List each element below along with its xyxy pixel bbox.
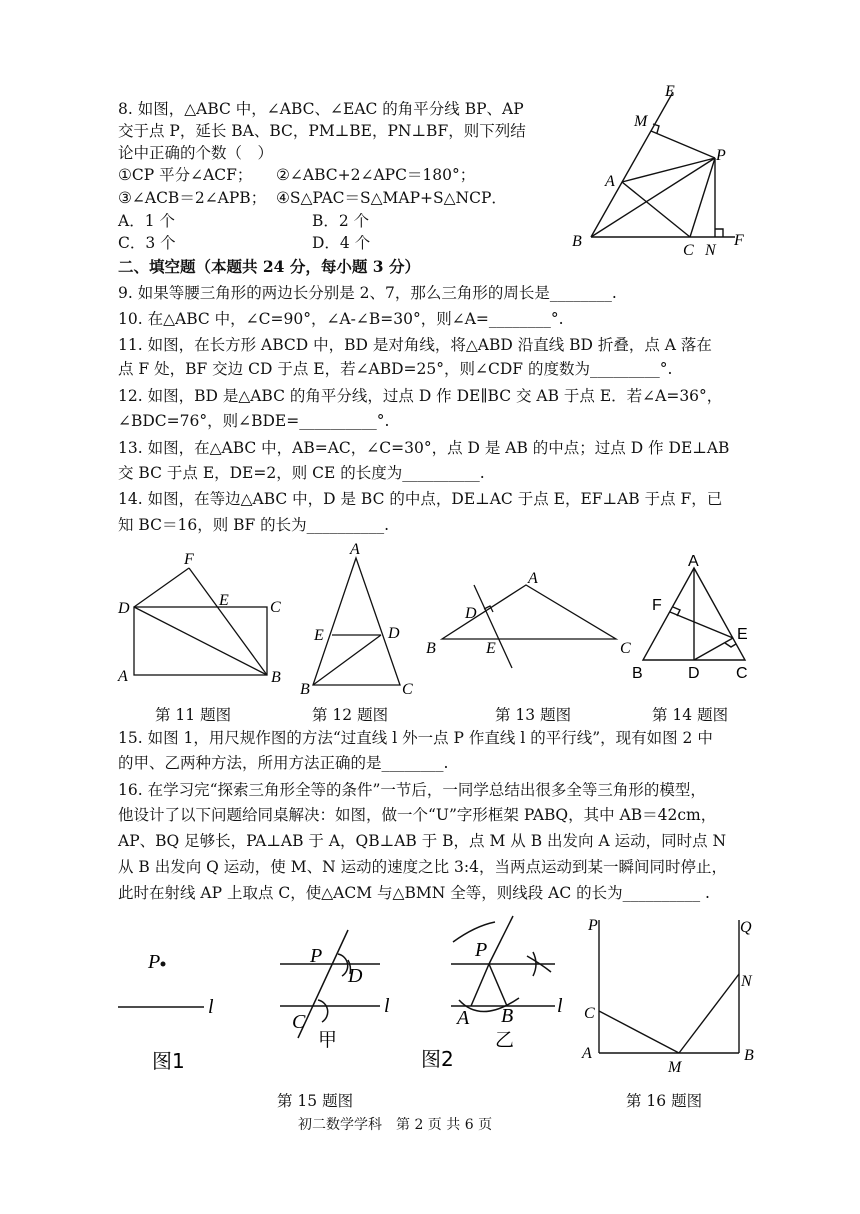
q11-label-d: D [118, 600, 130, 617]
q11-label-a: A [118, 668, 128, 685]
q11-label-f: F [184, 551, 194, 568]
q13-line1: 13. 如图，在△ABC 中，AB=AC，∠C=30°，点 D 是 AB 的中点；过点 D 作 DE⊥AB [118, 439, 730, 457]
yi-label-p: P [475, 939, 488, 961]
q14-line2: 知 BC＝16，则 BF 的长为__________. [118, 516, 390, 534]
q15-figure-1 [116, 940, 226, 1073]
jia-label-l: l [384, 995, 390, 1017]
yi-label-a: A [457, 1007, 470, 1029]
q14-figure [628, 550, 758, 685]
q13-label-b: B [426, 640, 436, 657]
q9-text: 9. 如果等腰三角形的两边长分别是 2、7，那么三角形的周长是________. [118, 284, 617, 302]
q14-label-b: B [632, 665, 643, 682]
q12-line2: ∠BDC=76°，则∠BDE=__________°. [118, 412, 390, 430]
jia-label-c: C [292, 1011, 306, 1033]
q8-label-a: A [605, 173, 615, 190]
q8-statement-4: ④S△PAC＝S△MAP+S△NCP． [276, 189, 507, 207]
q14-label-f: F [652, 597, 662, 614]
page-footer: 初二数学学科 第 2 页 共 6 页 [298, 1117, 493, 1133]
q8-statement-2: ②∠ABC+2∠APC＝180°； [276, 166, 476, 184]
q12-figure [296, 538, 426, 698]
q11-label-c: C [270, 599, 281, 616]
caption-q13: 第 13 题图 [495, 706, 572, 724]
q16-label-q: Q [740, 919, 752, 936]
q16-line3: AP、BQ 足够长，PA⊥AB 于 A，QB⊥AB 于 B，点 M 从 B 出发向 A 运动，同时点 N [118, 832, 727, 850]
q16-label-a: A [582, 1045, 592, 1062]
q8-figure [560, 83, 760, 263]
q16-figure [578, 910, 768, 1075]
q11-line2: 点 F 处，BF 交边 CD 于点 E，若∠ABD=25°，则∠CDF 的度数为_________°. [118, 360, 673, 378]
q16-label-n: N [741, 973, 752, 990]
q8-statement-3: ③∠ACB＝2∠APB； [118, 189, 267, 207]
q12-label-d: D [388, 625, 400, 642]
q13-line2: 交 BC 于点 E，DE=2，则 CE 的长度为__________. [118, 464, 485, 482]
q8-option-d: D．4 个 [312, 234, 371, 252]
q8-label-m: M [634, 113, 648, 130]
yi-caption: 乙 [495, 1029, 515, 1051]
caption-q12: 第 12 题图 [312, 706, 389, 724]
q14-label-d: D [688, 665, 700, 682]
q8-label-c: C [683, 242, 694, 259]
q8-label-e: E [665, 83, 675, 100]
q13-label-a: A [528, 570, 538, 587]
q14-label-c: C [736, 665, 748, 682]
fig1-label-l: l [208, 996, 214, 1018]
q8-option-c: C．3 个 [118, 234, 176, 252]
q16-label-m: M [668, 1059, 682, 1076]
q8-label-b: B [572, 233, 582, 250]
caption-q15: 第 15 题图 [277, 1092, 354, 1110]
jia-caption: 甲 [318, 1029, 338, 1051]
section-heading-fill-in: 二、填空题（本题共 24 分，每小题 3 分） [118, 257, 420, 276]
q8-line3: 论中正确的个数（ ） [118, 144, 274, 162]
q8-label-n: N [705, 242, 716, 259]
jia-label-p: P [310, 945, 323, 967]
q16-label-p: P [588, 917, 598, 934]
q16-line2: 他设计了以下问题给同桌解决：如图，做一个“U”字形框架 PABQ，其中 AB＝42cm， [118, 806, 717, 824]
q16-label-b: B [744, 1047, 754, 1064]
q11-label-e: E [219, 592, 229, 609]
q14-label-e: E [737, 626, 748, 643]
yi-label-b: B [501, 1005, 514, 1027]
q8-statement-1: ①CP 平分∠ACF； [118, 166, 253, 184]
q15-line2: 的甲、乙两种方法，所用方法正确的是________. [118, 754, 449, 772]
q10-text: 10. 在△ABC 中，∠C=90°，∠A-∠B=30°，则∠A=________°. [118, 310, 564, 328]
q14-label-a: A [688, 553, 699, 570]
fig2-caption: 图2 [421, 1047, 454, 1071]
q8-label-p: P [716, 147, 726, 164]
q8-option-a: A．1 个 [118, 212, 175, 230]
q15-figure-jia [270, 920, 410, 1050]
caption-q16: 第 16 题图 [626, 1092, 703, 1110]
q11-line1: 11. 如图，在长方形 ABCD 中，BD 是对角线，将△ABD 沿直线 BD 折叠，点 A 落在 [118, 336, 712, 354]
jia-label-d: D [348, 965, 363, 987]
q16-line1: 16. 在学习完“探索三角形全等的条件”一节后，一同学总结出很多全等三角形的模型， [118, 781, 706, 799]
q12-label-b: B [300, 681, 310, 698]
q12-label-c: C [402, 681, 413, 698]
q13-label-c: C [620, 640, 631, 657]
q8-label-f: F [734, 232, 744, 249]
q13-label-e: E [486, 640, 496, 657]
q11-label-b: B [271, 669, 281, 686]
q15-figure-yi [415, 912, 575, 1084]
caption-q11: 第 11 题图 [155, 706, 232, 724]
q8-option-b: B．2 个 [312, 212, 370, 230]
caption-q14: 第 14 题图 [652, 706, 729, 724]
q13-figure [424, 565, 644, 675]
fig1-caption: 图1 [152, 1049, 185, 1073]
q8-line1: 8. 如图，△ABC 中，∠ABC、∠EAC 的角平分线 BP、AP [118, 100, 524, 118]
q16-line4: 从 B 出发向 Q 运动，使 M、N 运动的速度之比 3:4，当两点运动到某一瞬间同时停止， [118, 858, 727, 876]
q16-label-c: C [584, 1005, 595, 1022]
yi-label-l: l [557, 995, 563, 1017]
q13-label-d: D [465, 605, 477, 622]
fig1-label-p: P [148, 951, 161, 973]
q12-label-e: E [314, 627, 324, 644]
q12-label-a: A [350, 541, 360, 558]
q14-line1: 14. 如图，在等边△ABC 中，D 是 BC 的中点，DE⊥AC 于点 E，EF⊥AB 于点 F，已 [118, 490, 723, 508]
q16-line5: 此时在射线 AP 上取点 C，使△ACM 与△BMN 全等，则线段 AC 的长为__________ . [118, 884, 710, 902]
q15-line1: 15. 如图 1，用尺规作图的方法“过直线 l 外一点 P 作直线 l 的平行线”，现有如图 2 中 [118, 729, 713, 747]
q12-line1: 12. 如图，BD 是△ABC 的角平分线，过点 D 作 DE∥BC 交 AB 于点 E．若∠A=36°， [118, 387, 723, 405]
q8-line2: 交于点 P，延长 BA、BC，PM⊥BE，PN⊥BF，则下列结 [118, 122, 526, 140]
q11-figure [118, 550, 288, 690]
